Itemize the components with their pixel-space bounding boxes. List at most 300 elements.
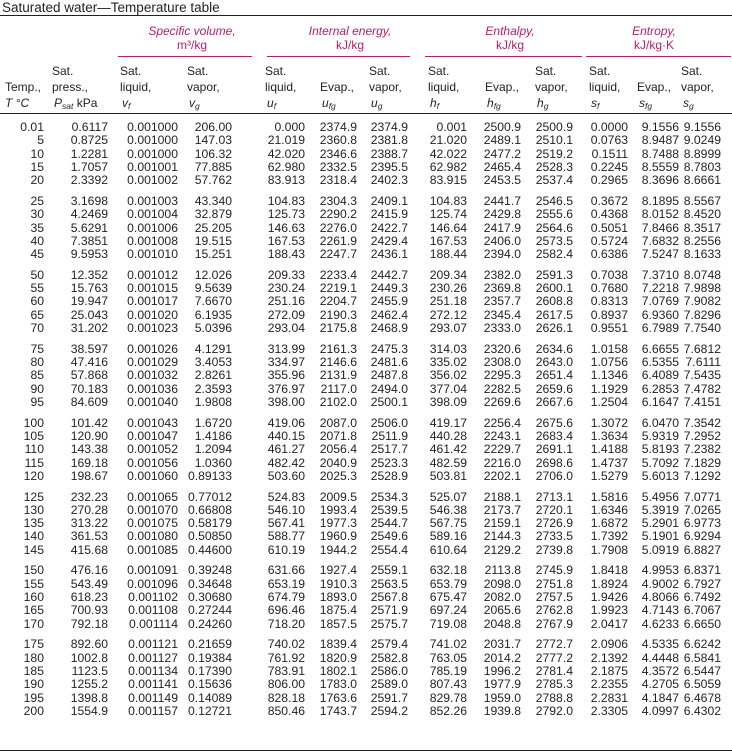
cell-temp: 90	[30, 381, 44, 396]
cell-hg: 2781.4	[535, 663, 573, 678]
cell-vf: 0.001065	[127, 489, 178, 504]
cell-ug: 2436.1	[370, 247, 408, 262]
cell-hf: 675.47	[429, 590, 467, 604]
cell-ufg: 2056.4	[319, 442, 357, 457]
cell-vf: 0.001085	[127, 542, 178, 557]
cell-temp: 15	[30, 159, 44, 174]
cell-temp: 135	[23, 516, 44, 531]
cell-sfg: 5.0919	[641, 542, 679, 557]
header-sf-label: Sat.	[589, 64, 611, 78]
cell-temp: 145	[23, 542, 44, 557]
header-subscript: g	[543, 101, 549, 111]
cell-vg: 0.77012	[187, 489, 232, 504]
cell-hf: 852.26	[429, 703, 467, 718]
cell-hf: 83.915	[429, 173, 467, 188]
cell-ufg: 2204.7	[319, 294, 357, 309]
cell-press: 792.18	[70, 616, 108, 631]
header-vf-label: liquid,	[120, 80, 152, 94]
cell-press: 143.38	[70, 442, 108, 457]
cell-hf: 272.12	[429, 307, 467, 322]
cell-sfg: 4.0997	[641, 703, 679, 718]
cell-uf: 806.00	[267, 677, 305, 692]
cell-sf: 1.7392	[590, 529, 628, 544]
cell-sg: 6.4302	[683, 703, 721, 718]
cell-press: 543.49	[70, 576, 108, 591]
group-name: Enthalpy,	[485, 24, 535, 38]
cell-temp: 95	[30, 394, 44, 409]
cell-ufg: 2131.9	[319, 368, 357, 383]
cell-press: 1398.8	[70, 690, 108, 705]
cell-hfg: 2500.9	[483, 120, 521, 134]
cell-ufg: 2087.0	[319, 415, 357, 430]
cell-temp: 115	[24, 455, 44, 470]
cell-hfg: 2269.6	[483, 394, 521, 409]
cell-ug: 2481.6	[370, 355, 408, 369]
cell-uf: 718.20	[267, 616, 305, 631]
cell-sg: 8.2556	[683, 233, 721, 248]
cell-press: 1123.5	[71, 663, 108, 678]
cell-hg: 2519.2	[535, 146, 573, 161]
cell-ufg: 2009.5	[319, 489, 357, 504]
cell-temp: 25	[30, 193, 44, 208]
cell-temp: 190	[23, 677, 44, 692]
cell-vg: 3.4053	[194, 355, 232, 369]
cell-sf: 0.8937	[590, 307, 628, 322]
cell-vg: 5.0396	[194, 321, 232, 335]
cell-sf: 1.1929	[590, 381, 628, 396]
header-sg-symbol	[683, 96, 694, 111]
cell-sfg: 7.6832	[641, 233, 679, 248]
cell-press: 12.352	[70, 267, 108, 282]
header-subscript: sat	[62, 101, 74, 111]
header-unit: kPa	[73, 96, 98, 110]
cell-hg: 2537.4	[535, 173, 573, 188]
cell-vg: 0.24260	[187, 616, 232, 631]
cell-ufg: 1893.0	[319, 590, 357, 604]
cell-sf: 1.4737	[590, 455, 628, 470]
cell-uf: 188.43	[267, 247, 305, 262]
cell-sfg: 9.1556	[641, 120, 679, 134]
cell-sg: 6.5841	[683, 650, 721, 665]
cell-sf: 2.3305	[590, 703, 628, 718]
cell-hfg: 2202.1	[483, 468, 521, 483]
cell-hfg: 2320.6	[483, 341, 521, 356]
cell-sfg: 6.5355	[641, 355, 679, 369]
cell-sfg: 4.1847	[641, 690, 679, 705]
header-subscript: f	[128, 101, 131, 111]
cell-sg: 6.7927	[683, 576, 721, 591]
cell-hf: 697.24	[429, 603, 467, 618]
cell-press: 415.68	[70, 542, 108, 557]
cell-temp: 170	[23, 616, 44, 631]
cell-ug: 2388.7	[370, 146, 408, 161]
header-vg-symbol	[189, 96, 200, 111]
cell-hg: 2706.0	[535, 468, 573, 483]
cell-sf: 0.2965	[590, 173, 628, 188]
cell-temp: 5	[37, 133, 44, 148]
cell-hg: 2777.2	[535, 650, 573, 665]
cell-uf: 482.42	[267, 455, 305, 470]
group-rule-internal-energy	[267, 56, 410, 57]
cell-hf: 167.53	[429, 233, 467, 248]
cell-hf: 589.16	[429, 529, 467, 544]
cell-vg: 2.8261	[194, 368, 232, 383]
group-unit: m³/kg	[177, 38, 207, 52]
cell-press: 169.18	[70, 455, 108, 470]
cell-sg: 7.0265	[683, 502, 721, 517]
cell-sg: 8.5567	[683, 193, 721, 208]
cell-uf: 104.83	[267, 193, 305, 208]
cell-hg: 2667.6	[535, 394, 573, 409]
cell-hfg: 2065.6	[483, 603, 521, 618]
cell-vf: 0.001010	[127, 247, 178, 262]
cell-ug: 2462.4	[370, 307, 408, 322]
cell-ug: 2589.0	[370, 677, 408, 692]
cell-vg: 1.9808	[194, 394, 232, 409]
cell-temp: 165	[23, 603, 44, 618]
cell-uf: 209.33	[267, 267, 305, 282]
cell-vg: 1.6720	[194, 415, 232, 430]
cell-ug: 2506.0	[370, 415, 408, 430]
cell-sf: 0.4368	[590, 207, 628, 222]
cell-hf: 125.74	[429, 207, 467, 222]
cell-sg: 6.6242	[683, 637, 721, 652]
cell-sfg: 7.8466	[641, 220, 679, 235]
cell-hg: 2785.3	[535, 677, 573, 692]
cell-ufg: 2175.8	[319, 321, 357, 335]
cell-ufg: 2102.0	[319, 394, 357, 409]
cell-vf: 0.001000	[127, 120, 178, 134]
cell-hf: 741.02	[429, 637, 467, 652]
cell-sf: 1.5279	[590, 468, 628, 483]
cell-sg: 7.6111	[685, 355, 721, 369]
cell-sg: 7.8296	[683, 307, 721, 322]
cell-hf: 293.07	[429, 321, 467, 335]
cell-hfg: 2477.2	[483, 146, 521, 161]
cell-hf: 104.83	[429, 193, 467, 208]
cell-sf: 0.0763	[590, 133, 628, 148]
header-vg-label: Sat.	[187, 64, 209, 78]
cell-hg: 2745.9	[535, 563, 573, 578]
cell-sf: 1.0756	[590, 355, 628, 369]
cell-sfg: 5.6013	[641, 468, 679, 483]
cell-hg: 2617.5	[535, 307, 573, 322]
cell-sfg: 5.2901	[641, 516, 679, 531]
cell-sfg: 4.9002	[641, 576, 679, 591]
header-ufg-label: Evap.,	[320, 80, 355, 94]
cell-hfg: 2369.8	[483, 281, 521, 296]
cell-press: 232.23	[70, 489, 108, 504]
cell-press: 25.043	[70, 307, 108, 322]
cell-vf: 0.001000	[127, 146, 178, 161]
header-symbol: u	[267, 96, 274, 110]
cell-uf: 42.020	[267, 146, 305, 161]
cell-ug: 2500.1	[370, 394, 408, 409]
cell-hg: 2792.0	[535, 703, 573, 718]
cell-ug: 2528.9	[370, 468, 408, 483]
cell-temp: 75	[30, 341, 44, 356]
cell-sf: 0.8313	[590, 294, 628, 309]
cell-press: 476.16	[70, 563, 108, 578]
cell-hf: 653.79	[429, 576, 467, 591]
cell-hf: 440.28	[429, 428, 467, 443]
header-temp-label: Temp.,	[5, 80, 42, 94]
cell-ufg: 2360.8	[319, 133, 357, 148]
group-unit: kJ/kg·K	[633, 38, 674, 52]
cell-vg: 0.15636	[187, 677, 232, 692]
cell-ug: 2591.7	[370, 690, 408, 705]
cell-vf: 0.001157	[128, 703, 178, 718]
cell-sg: 6.4678	[683, 690, 721, 705]
group-internal-energy	[286, 24, 414, 52]
cell-vf: 0.001000	[127, 133, 178, 148]
cell-press: 313.22	[70, 516, 108, 531]
header-rule	[0, 113, 732, 114]
cell-temp: 175	[23, 637, 44, 652]
cell-ug: 2511.9	[371, 428, 408, 443]
cell-uf: 125.73	[267, 207, 305, 222]
header-hf-label: liquid,	[428, 80, 460, 94]
cell-hfg: 2243.1	[483, 428, 521, 443]
cell-sfg: 6.9360	[641, 307, 679, 322]
cell-vg: 2.3593	[194, 381, 232, 396]
cell-vf: 0.001060	[127, 468, 178, 483]
cell-hg: 2643.0	[535, 355, 573, 369]
cell-hg: 2757.5	[535, 590, 573, 604]
cell-uf: 146.63	[267, 220, 305, 235]
cell-ufg: 1875.4	[319, 603, 357, 618]
header-symbol: s	[591, 96, 597, 110]
cell-temp: 70	[30, 321, 44, 335]
cell-uf: 631.66	[267, 563, 305, 578]
cell-hfg: 2333.0	[483, 321, 521, 335]
cell-hfg: 2429.8	[483, 207, 521, 222]
cell-sf: 1.6872	[590, 516, 628, 531]
cell-sf: 1.8924	[590, 576, 628, 591]
cell-sg: 8.4520	[683, 207, 721, 222]
cell-vf: 0.001043	[127, 415, 178, 430]
cell-uf: 461.27	[267, 442, 305, 457]
cell-ug: 2415.9	[370, 207, 408, 222]
header-symbol: h	[537, 96, 544, 110]
cell-hf: 503.81	[429, 468, 467, 483]
cell-hfg: 2441.7	[483, 193, 521, 208]
cell-uf: 588.77	[267, 529, 305, 544]
cell-uf: 272.09	[267, 307, 305, 322]
cell-ufg: 2071.8	[319, 428, 357, 443]
group-name: Internal energy,	[308, 24, 392, 38]
cell-hfg: 2082.0	[483, 590, 521, 604]
cell-uf: 419.06	[267, 415, 305, 430]
header-press-symbol	[54, 96, 97, 111]
cell-sg: 6.5059	[683, 677, 721, 692]
cell-vg: 15.251	[194, 247, 232, 262]
header-hf-label: Sat.	[428, 64, 450, 78]
cell-sfg: 4.7143	[641, 603, 679, 618]
cell-vf: 0.001052	[127, 442, 178, 457]
cell-hg: 2751.8	[535, 576, 573, 591]
cell-temp: 155	[23, 576, 44, 591]
title-rule	[0, 15, 732, 16]
group-enthalpy	[446, 24, 574, 52]
cell-vf: 0.001026	[127, 341, 178, 356]
cell-ufg: 1783.0	[319, 677, 357, 692]
cell-press: 5.6291	[70, 220, 108, 235]
cell-hg: 2546.5	[535, 193, 573, 208]
cell-vg: 32.879	[194, 207, 232, 222]
cell-sf: 1.4188	[590, 442, 628, 457]
cell-hf: 482.59	[429, 455, 467, 470]
cell-vf: 0.001141	[128, 677, 178, 692]
cell-vf: 0.001015	[127, 281, 178, 296]
cell-uf: 62.980	[267, 159, 305, 174]
cell-sg: 6.7067	[683, 603, 721, 618]
cell-sf: 1.1346	[590, 368, 628, 383]
cell-temp: 40	[30, 233, 44, 248]
cell-hg: 2510.1	[535, 133, 573, 148]
cell-sf: 0.5724	[590, 233, 628, 248]
header-hfg-symbol	[487, 96, 501, 111]
cell-sg: 6.8371	[683, 563, 721, 578]
cell-hg: 2600.1	[535, 281, 573, 296]
header-sfg-label: Evap.,	[637, 80, 672, 94]
cell-hfg: 2256.4	[483, 415, 521, 430]
cell-press: 15.763	[70, 281, 108, 296]
cell-vg: 25.205	[194, 220, 232, 235]
cell-hg: 2788.8	[535, 690, 573, 705]
cell-hfg: 2113.8	[484, 563, 521, 578]
cell-ug: 2517.7	[370, 442, 408, 457]
cell-temp: 35	[30, 220, 44, 235]
cell-ufg: 2290.2	[319, 207, 357, 222]
cell-hg: 2733.5	[535, 529, 573, 544]
group-unit: kJ/kg	[495, 38, 524, 52]
cell-hg: 2675.6	[535, 415, 573, 430]
cell-hfg: 2453.5	[483, 173, 521, 188]
cell-uf: 167.53	[267, 233, 305, 248]
cell-sf: 1.2504	[590, 394, 628, 409]
cell-vf: 0.001121	[128, 637, 178, 652]
cell-sg: 6.7492	[683, 590, 721, 604]
cell-hfg: 2188.1	[483, 489, 521, 504]
cell-temp: 150	[23, 563, 44, 578]
header-hg-label: vapor,	[535, 80, 568, 94]
cell-ug: 2429.4	[370, 233, 408, 248]
cell-uf: 0.000	[274, 120, 305, 134]
cell-sfg: 4.9953	[641, 563, 679, 578]
cell-press: 270.28	[70, 502, 108, 517]
cell-hg: 2713.1	[535, 489, 573, 504]
cell-hf: 785.19	[429, 663, 467, 678]
cell-hf: 546.38	[429, 502, 467, 517]
cell-ufg: 2190.3	[319, 307, 357, 322]
cell-sf: 1.3634	[590, 428, 628, 443]
cell-ufg: 1993.4	[319, 502, 357, 517]
cell-uf: 503.60	[267, 468, 305, 483]
cell-ufg: 1839.4	[319, 637, 357, 652]
cell-ufg: 1944.2	[319, 542, 357, 557]
cell-hf: 209.34	[429, 267, 467, 282]
cell-ufg: 1763.6	[319, 690, 357, 705]
cell-sf: 2.0417	[590, 616, 628, 631]
cell-ug: 2549.6	[370, 529, 408, 544]
cell-vg: 1.4186	[194, 428, 232, 443]
cell-press: 7.3851	[70, 233, 108, 248]
cell-uf: 398.00	[267, 394, 305, 409]
header-hg-label: Sat.	[535, 64, 557, 78]
cell-vf: 0.001036	[127, 381, 178, 396]
cell-press: 1255.2	[70, 677, 108, 692]
cell-uf: 783.91	[267, 663, 305, 678]
cell-hfg: 2014.2	[483, 650, 521, 665]
cell-hf: 188.44	[429, 247, 467, 262]
cell-vg: 6.1935	[194, 307, 232, 322]
cell-hg: 2634.6	[535, 341, 573, 356]
cell-press: 84.609	[70, 394, 108, 409]
group-name: Entropy,	[632, 24, 676, 38]
cell-temp: 140	[23, 529, 44, 544]
cell-hf: 632.18	[429, 563, 467, 578]
cell-sg: 7.1292	[683, 468, 721, 483]
cell-hfg: 2098.0	[483, 576, 521, 591]
cell-sg: 7.5435	[683, 368, 721, 383]
cell-sfg: 4.4448	[641, 650, 679, 665]
cell-press: 1.7057	[70, 159, 108, 174]
cell-temp: 180	[23, 650, 44, 665]
cell-uf: 440.15	[267, 428, 305, 443]
cell-sfg: 5.7092	[641, 455, 679, 470]
cell-sf: 0.1511	[591, 146, 628, 161]
cell-sg: 8.7803	[683, 159, 721, 174]
group-unit: kJ/kg	[335, 38, 364, 52]
cell-ufg: 2374.9	[319, 120, 357, 134]
cell-ufg: 2276.0	[319, 220, 357, 235]
cell-vf: 0.001070	[127, 502, 178, 517]
header-subscript: fg	[645, 101, 653, 111]
cell-sfg: 8.5559	[641, 159, 679, 174]
cell-sfg: 4.8066	[641, 590, 679, 604]
cell-temp: 0.01	[20, 120, 44, 134]
cell-hf: 610.64	[429, 542, 467, 557]
cell-ufg: 2261.9	[319, 233, 357, 248]
cell-vg: 0.66808	[187, 502, 232, 517]
cell-press: 1.2281	[70, 146, 108, 161]
cell-hfg: 2159.1	[483, 516, 521, 531]
cell-hf: 314.03	[429, 341, 467, 356]
cell-ug: 2402.3	[370, 173, 408, 188]
cell-sg: 6.8827	[683, 542, 721, 557]
cell-ufg: 2304.3	[319, 193, 357, 208]
cell-vf: 0.001127	[128, 650, 178, 665]
cell-press: 47.416	[70, 355, 108, 369]
header-symbol: u	[371, 96, 378, 110]
cell-sfg: 8.3696	[641, 173, 679, 188]
cell-vg: 1.0360	[194, 455, 232, 470]
cell-sfg: 7.0769	[641, 294, 679, 309]
cell-press: 1554.9	[70, 703, 108, 718]
cell-press: 700.93	[70, 603, 108, 618]
header-subscript: f	[436, 101, 440, 111]
cell-sfg: 6.6655	[641, 341, 679, 356]
cell-hg: 2651.4	[535, 368, 573, 383]
cell-vf: 0.001114	[128, 616, 178, 631]
header-uf-label: liquid,	[265, 80, 297, 94]
cell-sf: 0.6386	[590, 247, 628, 262]
cell-ug: 2544.7	[370, 516, 408, 531]
cell-hf: 335.02	[429, 355, 467, 369]
cell-temp: 195	[23, 690, 44, 705]
cell-temp: 160	[23, 590, 44, 604]
